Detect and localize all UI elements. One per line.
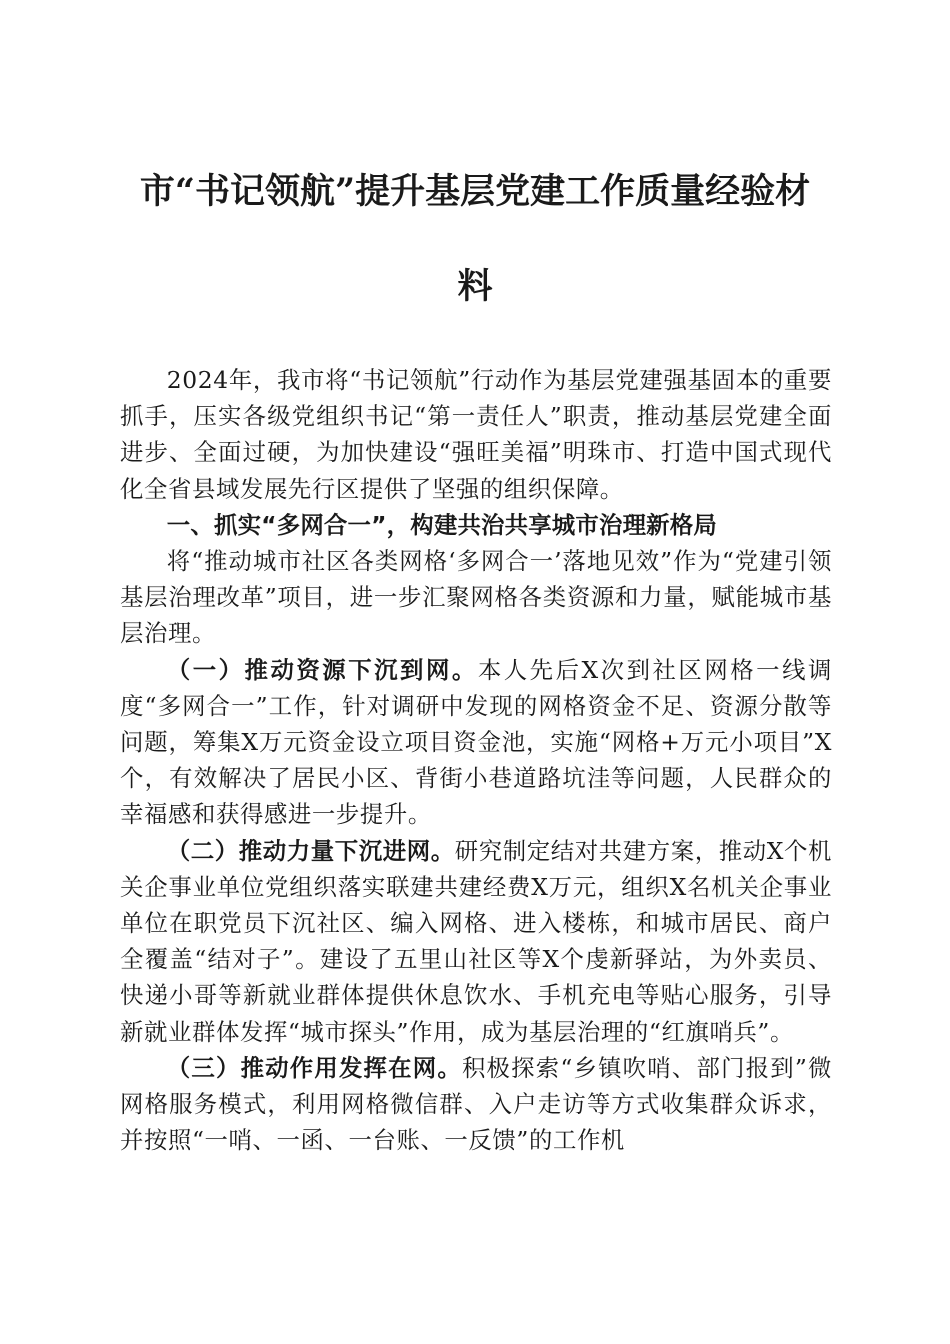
section-1-lead-paragraph: 将“推动城市社区各类网格‘多网合一’落地见效”作为“党建引领基层治理改革”项目，进一步汇聚网格各类资源和力量，赋能城市基层治理。: [120, 547, 832, 648]
item-1-heading: （一）推动资源下沉到网。: [166, 655, 478, 684]
section-1-item-3: [120, 1050, 832, 1159]
section-1-item-2: [120, 833, 832, 1050]
item-3-heading: （三）推动作用发挥在网。: [166, 1053, 462, 1082]
section-1-item-1: [120, 652, 832, 833]
item-3-text: 积极探索“乡镇吹哨、部门报到”微网格服务模式，利用网格微信群、入户走访等方式收集群众诉求，并按照“一哨、一函、一台账、一反馈”的工作机: [120, 1053, 833, 1155]
document-title-line-2: 料: [457, 266, 493, 307]
section-1-heading: 一、抓实“多网合一”，构建共治共享城市治理新格局: [166, 510, 717, 539]
intro-paragraph: 2024年，我市将“书记领航”行动作为基层党建强基固本的重要抓手，压实各级党组织书记“第一责任人”职责，推动基层党建全面进步、全面过硬，为加快建设“强旺美福”明珠市、打造中国式现代化全省县域发展先行区提供了坚强的组织保障。: [120, 366, 832, 503]
item-2-heading: （二）推动力量下沉进网。: [166, 836, 455, 865]
document-body: [120, 362, 832, 1158]
item-1-text: 本人先后X次到社区网格一线调度“多网合一”工作，针对调研中发现的网格资金不足、资源分散等问题，筹集X万元资金设立项目资金池，实施“网格+万元小项目”X个，有效解决了居民小区、背街小巷道路坑洼等问题，人民群众的幸福感和获得感进一步提升。: [120, 655, 832, 829]
item-2-text: 研究制定结对共建方案，推动X个机关企事业单位党组织落实联建共建经费X万元，组织X名机关企事业单位在职党员下沉社区、编入网格、进入楼栋，和城市居民、商户全覆盖“结对子”。建设了五里山社区等X个虔新驿站，为外卖员、快递小哥等新就业群体提供休息饮水、手机充电等贴心服务，引导新就业群体发挥“城市探头”作用，成为基层治理的“红旗哨兵”。: [120, 836, 832, 1046]
document-title-line-1: 市“书记领航”提升基层党建工作质量经验材: [139, 171, 811, 212]
